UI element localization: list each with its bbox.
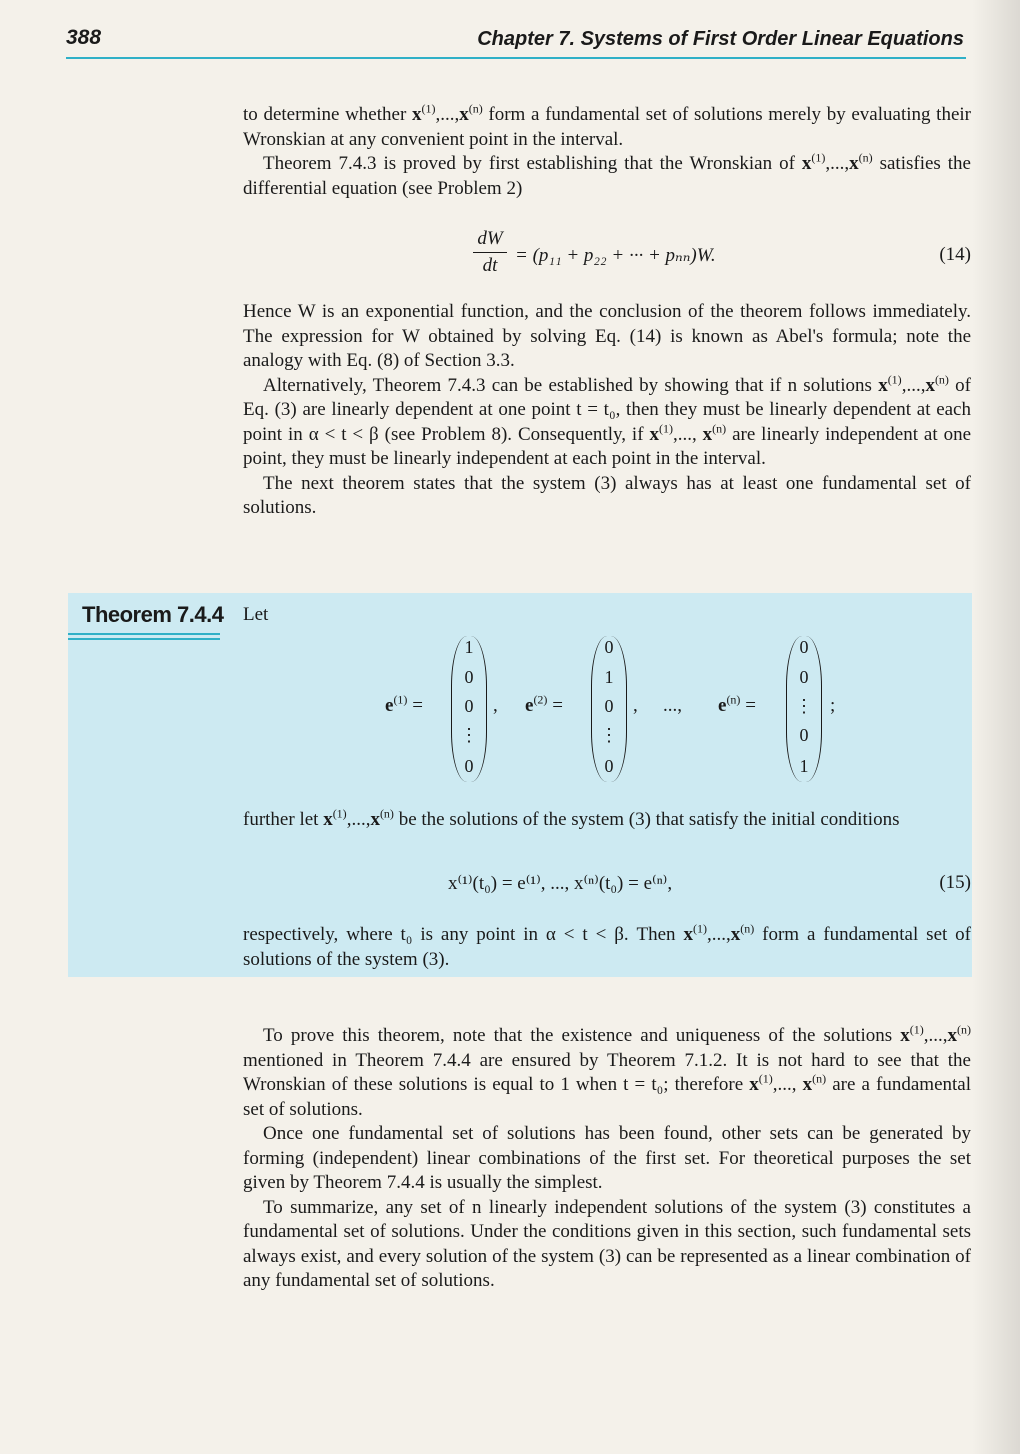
superscript: (n) xyxy=(812,1071,827,1086)
text-run: form a fundamental set of solutions of the system (3). xyxy=(243,924,972,970)
theorem-title: Theorem 7.4.4 xyxy=(82,602,224,627)
superscript: (1) xyxy=(692,921,707,936)
vector-entry: 0 xyxy=(799,667,809,687)
running-head: Chapter 7. Systems of First Order Linear Equations xyxy=(477,28,964,50)
vector-x: x xyxy=(849,153,859,174)
vector-x: x xyxy=(749,1074,759,1095)
vector-entry: 0 xyxy=(799,637,809,657)
equals-sign: = xyxy=(745,695,756,716)
ellipsis: ,..., xyxy=(772,1074,803,1095)
column-vector-e2 xyxy=(591,636,627,782)
vector-label-en xyxy=(718,692,756,717)
vector-label-e2 xyxy=(525,692,563,717)
paragraph: Hence W is an exponential function, and the conclusion of the theorem follows immediately. The expression for W obtained by solving Eq. (14) is known as Abel's formula; note the analogy with Eq. (8) of Section 3.3. xyxy=(243,301,971,371)
vector-x: x xyxy=(649,423,659,445)
vector-entry: 1 xyxy=(799,756,809,776)
theorem-rule xyxy=(68,633,220,635)
superscript: (1) xyxy=(758,1071,773,1086)
text-run: Alternatively, Theorem 7.4.3 can be established by showing that if n solutions xyxy=(263,374,879,396)
vector-x: x xyxy=(802,1074,813,1095)
ellipsis: ,..., xyxy=(901,374,926,396)
superscript: (n) xyxy=(712,421,727,436)
vector-entry: 0 xyxy=(799,725,809,745)
text-block-intro xyxy=(243,103,971,201)
vector-x: x xyxy=(730,924,741,945)
text-run: of Eq. (3) are linearly dependent at one point t = t₀, then they must be linearly dependent at each point in α < t < β (see Problem 8). Consequently, if xyxy=(243,374,972,445)
ellipsis: ,..., xyxy=(825,153,850,174)
vector-e: e xyxy=(385,695,394,716)
superscript: (1) xyxy=(421,101,436,116)
ellipsis: ,..., xyxy=(346,809,371,830)
ellipsis: ,..., xyxy=(435,104,460,125)
superscript: (1) xyxy=(811,150,826,165)
vector-x: x xyxy=(323,809,333,830)
vector-entry: 0 xyxy=(604,637,614,657)
vector-e: e xyxy=(718,695,727,716)
vector-entry: 1 xyxy=(464,637,474,657)
theorem-conclusion-text xyxy=(243,923,971,972)
vector-e: e xyxy=(525,695,534,716)
equation-15 xyxy=(243,872,971,902)
superscript: (n) xyxy=(379,806,394,821)
vector-label-e1 xyxy=(385,692,423,717)
theorem-let: Let xyxy=(243,604,269,625)
paragraph xyxy=(243,374,971,472)
column-vector-e1 xyxy=(451,636,487,782)
comma: , xyxy=(493,695,498,716)
vector-x: x xyxy=(801,153,812,174)
fraction-numerator: dW xyxy=(473,228,507,253)
ellipsis: ,..., xyxy=(672,423,703,445)
vector-entry: 0 xyxy=(604,696,614,716)
text-run: form a fundamental set of solutions merely by evaluating their Wronskian at any convenient point in the interval. xyxy=(243,104,972,150)
equals-sign: = xyxy=(412,695,423,716)
text-run: satisfies the differential equation (see Problem 2) xyxy=(243,153,971,199)
vector-x: x xyxy=(411,104,422,125)
equation-number: (15) xyxy=(939,872,971,893)
comma: , xyxy=(633,695,638,716)
superscript: (n) xyxy=(858,150,873,165)
text-run: respectively, where t₀ is any point in α < t < β. Then xyxy=(243,924,684,945)
superscript: (1) xyxy=(658,421,673,436)
vector-entry: 0 xyxy=(464,667,474,687)
superscript: (n) xyxy=(957,1022,971,1037)
page-edge-shadow xyxy=(972,0,1020,1454)
ellipsis: ..., xyxy=(663,695,682,716)
vector-entry: 1 xyxy=(604,667,614,687)
equation-14 xyxy=(243,228,971,288)
unit-vectors-row xyxy=(243,636,971,786)
text-run: Theorem 7.4.3 is proved by first establishing that the Wronskian of xyxy=(263,153,802,174)
superscript: (n) xyxy=(726,692,741,707)
paragraph xyxy=(243,152,971,201)
paragraph: The next theorem states that the system (3) always has at least one fundamental set of solutions. xyxy=(243,472,971,518)
column-vector-en xyxy=(786,636,822,782)
vector-x: x xyxy=(683,924,693,945)
paragraph xyxy=(243,1024,971,1122)
text-run: To prove this theorem, note that the existence and uniqueness of the solutions xyxy=(263,1025,901,1046)
text-block-abel xyxy=(243,300,971,521)
equation-number: (14) xyxy=(939,244,971,265)
vector-x: x xyxy=(878,374,888,396)
equation-rhs: = (p₁₁ + p₂₂ + ··· + pₙₙ)W. xyxy=(515,245,716,266)
paragraph xyxy=(243,103,971,152)
vector-entry: 0 xyxy=(464,696,474,716)
vector-x: x xyxy=(925,374,935,396)
text-run: be the solutions of the system (3) that satisfy the initial conditions xyxy=(393,809,900,830)
vector-entry: ⋮ xyxy=(600,725,618,745)
vector-x: x xyxy=(947,1025,957,1046)
superscript: (2) xyxy=(533,692,548,707)
equation-body: x⁽¹⁾(t₀) = e⁽¹⁾, ..., x⁽ⁿ⁾(t₀) = e⁽ⁿ⁾, xyxy=(448,873,673,894)
vector-entry: 0 xyxy=(464,756,474,776)
text-run: mentioned in Theorem 7.4.4 are ensured by Theorem 7.1.2. It is not hard to see that the Wronskian of these solutions is equal to 1 when t = t₀; therefore xyxy=(243,1049,971,1095)
superscript: (n) xyxy=(934,372,949,387)
ellipsis: ,..., xyxy=(923,1025,948,1046)
paragraph xyxy=(243,923,971,972)
superscript: (1) xyxy=(887,372,902,387)
text-run: to determine whether xyxy=(243,104,412,125)
fraction xyxy=(473,228,507,277)
superscript: (1) xyxy=(393,692,408,707)
text-block-proof xyxy=(243,1024,971,1294)
vector-entry: ⋮ xyxy=(795,696,813,716)
vector-x: x xyxy=(702,423,713,445)
superscript: (1) xyxy=(332,806,347,821)
vector-entry: 0 xyxy=(604,756,614,776)
theorem-further-text xyxy=(243,808,971,833)
fraction-denominator: dt xyxy=(482,255,498,276)
text-run: further let xyxy=(243,809,324,830)
text-run: are a fundamental set of solutions. xyxy=(243,1074,971,1120)
text-run: are linearly independent at one point, they must be linearly independent at each point in the interval. xyxy=(243,423,971,469)
vector-x: x xyxy=(370,809,380,830)
paragraph: Once one fundamental set of solutions has been found, other sets can be generated by forming (independent) linear combinations of the first set. For theoretical purposes the set given by Theorem 7.4.4 is usually the simplest. xyxy=(243,1123,971,1193)
vector-entry: ⋮ xyxy=(460,725,478,745)
superscript: (1) xyxy=(909,1022,924,1037)
vector-x: x xyxy=(900,1025,910,1046)
vector-x: x xyxy=(459,104,469,125)
ellipsis: ,..., xyxy=(706,924,731,945)
equals-sign: = xyxy=(552,695,563,716)
page-number: 388 xyxy=(66,26,102,49)
superscript: (n) xyxy=(740,921,755,936)
theorem-rule xyxy=(68,638,220,640)
paragraph: To summarize, any set of n linearly independent solutions of the system (3) constitutes a fundamental set of solutions. Under the conditions given in this section, such fundamental sets always exist, and every solution of the system (3) can be represented as a linear combination of any fundamental set of solutions. xyxy=(243,1196,971,1291)
paragraph xyxy=(243,808,971,833)
superscript: (n) xyxy=(468,101,483,116)
semicolon: ; xyxy=(830,695,836,716)
header-rule xyxy=(66,57,966,59)
